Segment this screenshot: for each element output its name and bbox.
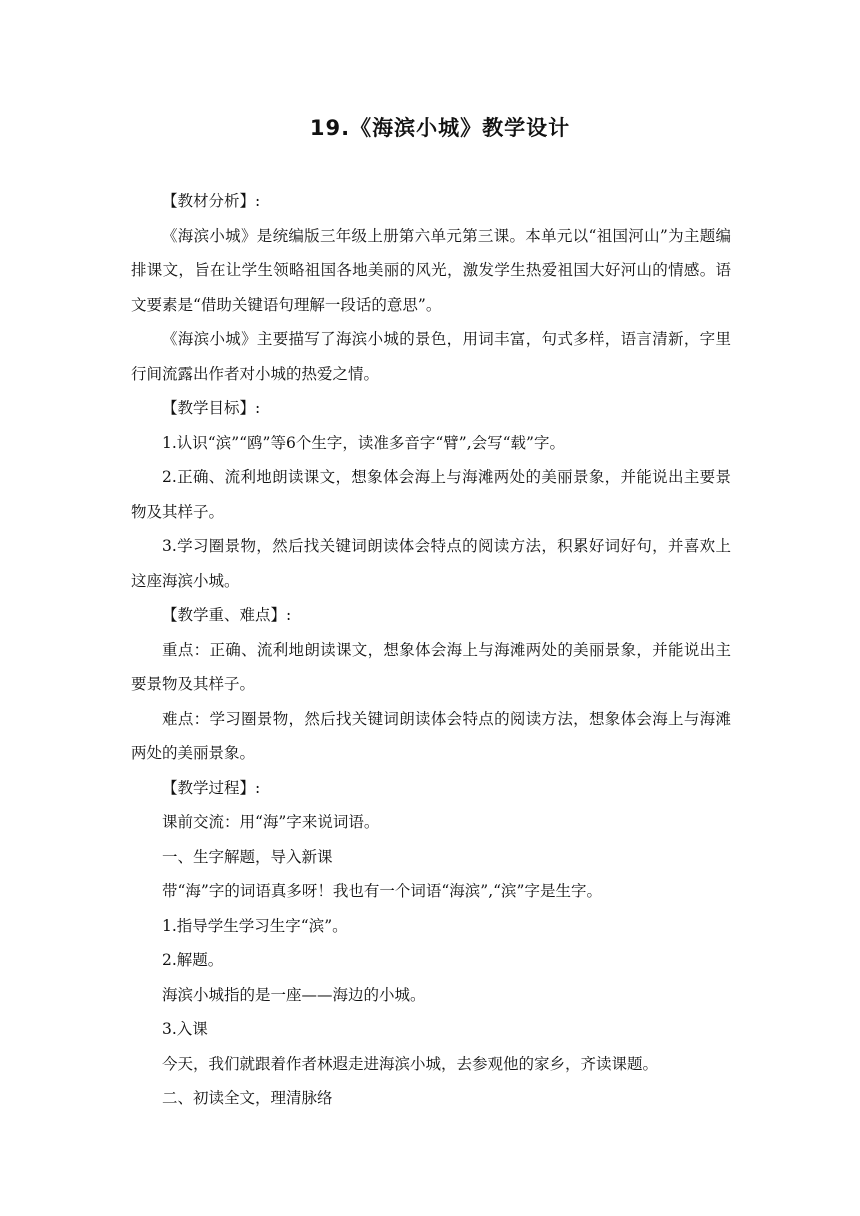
difficult-point: 难点：学习圈景物，然后找关键词朗读体会特点的阅读方法，想象体会海上与海滩两处的美丽景象。 [131, 709, 731, 762]
paragraph: 《海滨小城》主要描写了海滨小城的景色，用词丰富，句式多样，语言清新，字里行间流露出作者对小城的热爱之情。 [131, 330, 731, 383]
paragraph: 今天，我们就跟着作者林遐走进海滨小城，去参观他的家乡，齐读课题。 [162, 1054, 659, 1073]
key-point: 重点：正确、流利地朗读课文，想象体会海上与海滩两处的美丽景象，并能说出主要景物及其样子。 [131, 640, 731, 693]
objective-item: 3.学习圈景物，然后找关键词朗读体会特点的阅读方法，积累好词好句，并喜欢上这座海滨小城。 [131, 537, 731, 590]
section-heading: 一、生字解题，导入新课 [162, 847, 333, 866]
section-heading: 二、初读全文，理清脉络 [162, 1089, 333, 1107]
step-item: 3.入课 [162, 1020, 208, 1038]
paragraph: 带“海”字的词语真多呀！我也有一个词语“海滨”,“滨”字是生字。 [162, 882, 602, 900]
step-item: 2.解题。 [162, 951, 224, 969]
paragraph: 海滨小城指的是一座——海边的小城。 [162, 985, 426, 1004]
objective-item: 1.认识“滨”“鸥”等6个生字，读准多音字“臂”,会写“载”字。 [162, 433, 565, 452]
heading-key-difficult-points: 【教学重、难点】: [162, 606, 292, 624]
paragraph: 课前交流：用“海”字来说词语。 [162, 813, 380, 831]
objective-item: 2.正确、流利地朗读课文，想象体会海上与海滩两处的美丽景象，并能说出主要景物及其样子。 [131, 468, 731, 521]
document-title: 19.《海滨小城》教学设计 [309, 116, 571, 140]
document-body [131, 184, 731, 1116]
heading-teaching-objectives: 【教学目标】: [162, 399, 261, 417]
heading-textbook-analysis: 【教材分析】: [162, 192, 261, 210]
step-item: 1.指导学生学习生字“滨”。 [162, 916, 348, 935]
heading-teaching-process: 【教学过程】: [162, 778, 261, 797]
paragraph: 《海滨小城》是统编版三年级上册第六单元第三课。本单元以“祖国河山”为主题编排课文，旨在让学生领略祖国各地美丽的风光，激发学生热爱祖国大好河山的情感。语文要素是“借助关键语句理解一段话的意思”。 [131, 226, 731, 314]
